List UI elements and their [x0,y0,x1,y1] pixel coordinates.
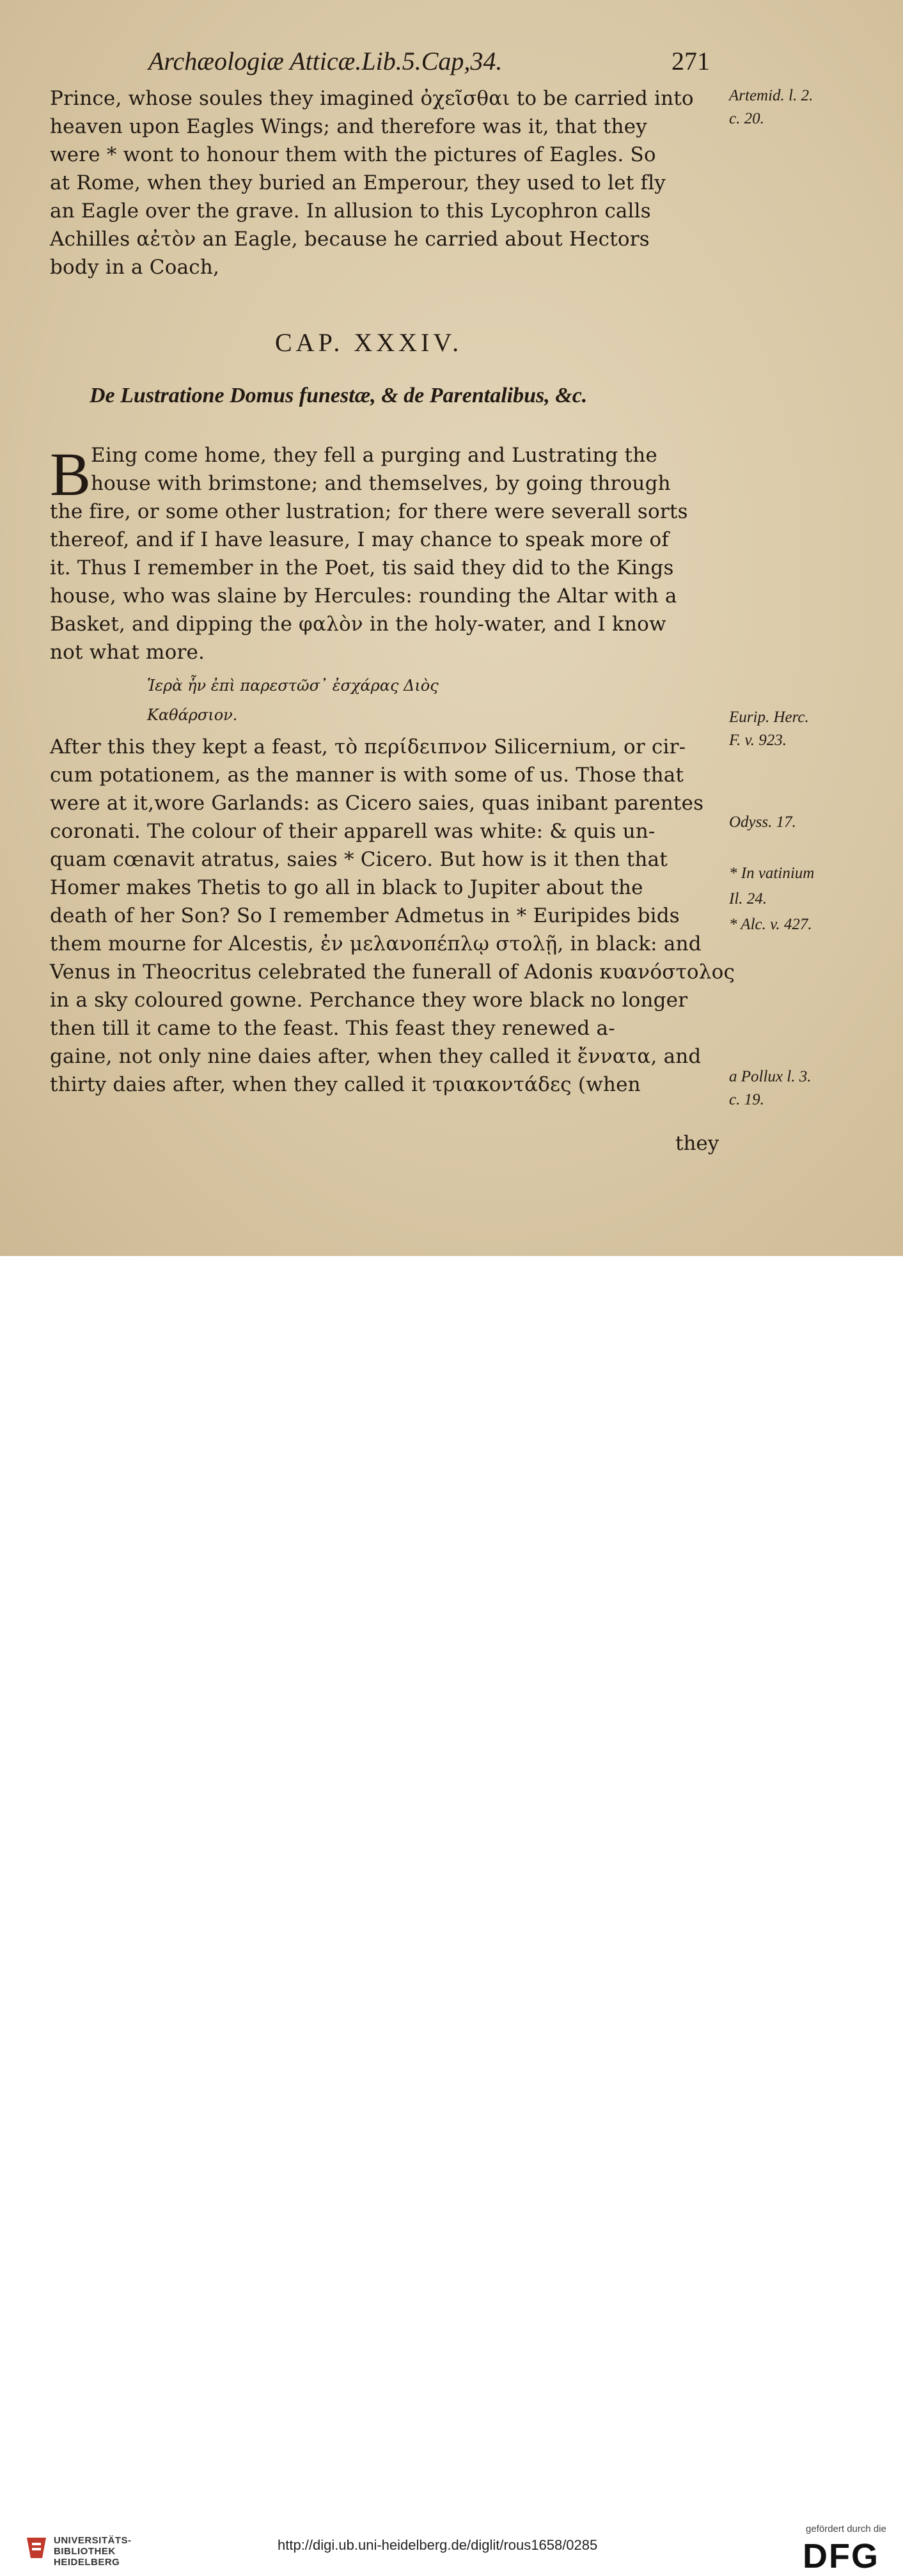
text-line: an Eagle over the grave. In allusion to this Lycophron calls [50,200,651,223]
viewer-footer [0,1256,903,2575]
greek-quote-line: Καθάρσιον. [147,706,238,724]
text-line: them mourne for Alcestis, ἐν μελανοπέπλῳ στολῇ, in black: and [50,932,702,955]
marginal-note: a Pollux l. 3. [729,1068,812,1085]
page-number: 271 [671,47,710,75]
text-line: thereof, and if I have leasure, I may chance to speak more of [50,528,670,551]
text-line: then till it came to the feast. This feast they renewed a- [50,1017,615,1040]
text-line: not what more. [50,641,205,664]
university-seal-icon [26,2535,47,2561]
text-line: house, who was slaine by Hercules: rounding the Altar with a [50,585,677,608]
text-line: body in a Coach, [50,256,220,279]
text-line: Basket, and dipping the φαλὸν in the holy-water, and I know [50,613,666,636]
greek-quote-line: Ἱερὰ ἦν ἐπὶ παρεστῶσ᾽ ἐσχάρας Διὸς [147,677,439,695]
text-line: After this they kept a feast, τὸ περίδειπνον Silicernium, or cir- [50,735,686,758]
chapter-subtitle: De Lustratione Domus funestæ, & de Parentalibus, &c. [90,384,588,407]
text-line: gaine, not only nine daies after, when they called it ἔννατα, and [50,1045,702,1068]
marginal-note: c. 19. [729,1091,764,1108]
marginal-note: * In vatinium [729,865,815,882]
text-line: were at it,wore Garlands: as Cicero saies, quas inibant parentes [50,792,704,815]
text-line: quam cœnavit atratus, saies * Cicero. But how is it then that [50,848,668,871]
drop-capital: B [50,440,91,508]
text-line: Eing come home, they fell a purging and Lustrating the [91,444,657,467]
text-line: Venus in Theocritus celebrated the funerall of Adonis κυανόστολος [50,961,735,984]
library-name-line: BIBLIOTHEK [54,2546,116,2557]
text-line: it. Thus I remember in the Poet, tis said they did to the Kings [50,556,674,579]
text-line: Achilles αἐτὸν an Eagle, because he carried about Hectors [50,228,650,251]
catchword: they [675,1132,719,1155]
running-title: Archæologiæ Atticæ.Lib.5.Cap,34. [148,47,503,75]
text-line: heaven upon Eagles Wings; and therefore was it, that they [50,115,647,138]
library-name-line: UNIVERSITÄTS- [54,2535,132,2546]
marginal-note: c. 20. [729,110,764,127]
chapter-heading: CAP. XXXIV. [275,328,463,357]
marginal-note: Il. 24. [729,890,767,907]
text-line: death of her Son? So I remember Admetus in * Euripides bids [50,904,680,927]
marginal-note: Artemid. l. 2. [729,87,813,104]
scanned-page [0,0,903,1256]
text-line: cum potationem, as the manner is with some of us. Those that [50,764,684,787]
marginal-note: * Alc. v. 427. [729,916,812,933]
text-line: in a sky coloured gowne. Perchance they wore black no longer [50,989,688,1012]
marginal-note: Eurip. Herc. [729,709,809,726]
dfg-logo: DFG [803,2537,879,2575]
funded-by-label: gefördert durch die [806,2524,886,2534]
text-line: Homer makes Thetis to go all in black to Jupiter about the [50,876,643,899]
text-line: Prince, whose soules they imagined ὀχεῖσθαι to be carried into [50,87,694,110]
text-line: the fire, or some other lustration; for there were severall sorts [50,500,688,523]
marginal-note: F. v. 923. [729,732,787,749]
text-line: house with brimstone; and themselves, by going through [91,472,671,495]
text-line: thirty daies after, when they called it τριακοντάδες (when [50,1073,641,1096]
text-line: at Rome, when they buried an Emperour, they used to let fly [50,171,666,194]
library-name-line: HEIDELBERG [54,2557,120,2568]
text-line: coronati. The colour of their apparell was white: & quis un- [50,820,656,843]
marginal-note: Odyss. 17. [729,813,796,831]
permalink-url[interactable]: http://digi.ub.uni-heidelberg.de/diglit/rous1658/0285 [278,2537,598,2553]
text-line: were * wont to honour them with the pictures of Eagles. So [50,143,656,166]
